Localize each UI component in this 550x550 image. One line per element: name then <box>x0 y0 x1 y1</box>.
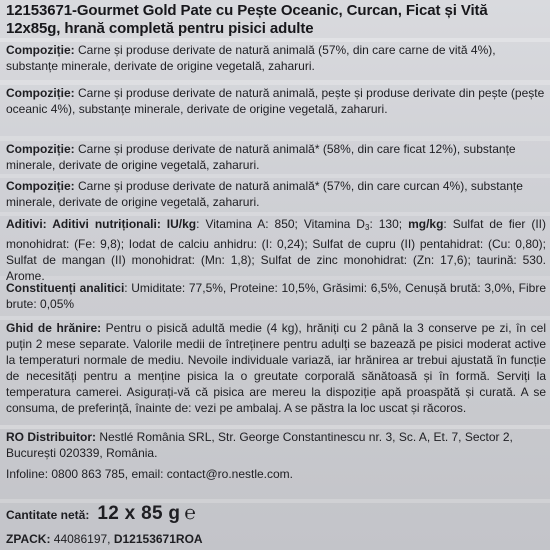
composition-3-label: Compoziție: <box>6 142 75 156</box>
composition-4 <box>6 178 546 210</box>
feeding-guide <box>6 320 546 416</box>
distributor-info <box>6 429 546 461</box>
analytical-constituents <box>6 280 546 312</box>
constituents-text: : Umiditate: 77,5%, Proteine: 10,5%, Grăsimi: 6,5%, Cenușă brută: 3,0%, Fibre brute: 0,05% <box>6 281 546 311</box>
composition-4-text: Carne și produse derivate de natură animală* (57%, din care curcan 4%), substanțe minerale, derivate de origine vegetală, zaharuri. <box>6 179 523 209</box>
composition-1-label: Compoziție: <box>6 43 75 57</box>
mgkg-label: mg/kg <box>408 217 444 231</box>
composition-1-text: Carne și produse derivate de natură animală (57%, din care carne de vită 4%), substanțe minerale, derivate de origine vegetală, zaharuri. <box>6 43 496 73</box>
product-title: 12153671-Gourmet Gold Pate cu Pește Oceanic, Curcan, Ficat și Vită 12x85g, hrană completă pentru pisici adulte <box>6 2 488 37</box>
additives-label: Aditivi: Aditivi nutriționali: IU/kg <box>6 217 197 231</box>
composition-1 <box>6 42 546 74</box>
zpack-text: 44086197, <box>50 532 114 546</box>
infoline: Infoline: 0800 863 785, email: contact@ro.nestle.com. <box>6 467 294 481</box>
zpack-product-code: D12153671ROA <box>113 532 203 546</box>
estimated-sign-icon: ℮ <box>184 503 196 524</box>
additives-text-a: : Vitamina A: 850; Vitamina D <box>196 217 365 231</box>
feeding-guide-text: Pentru o pisică adultă medie (4 kg), hrăniți cu 2 până la 3 conserve pe zi, în cel puțin 2 mese separate. Valorile medii de întreținere pentru adulți se bazează pe pisici moderat active la temperaturi normale de mediu. Nevoile individuale variază, iar hrănirea ar trebui ajustată în funcție de necesități pentru a menține pisica la o greutate corporală sănătoasă și în formă. Serviți la temperatura camerei. Asigurați-vă că pisica are mereu la dispoziție apă proaspătă și curată. A se consuma, de preferință, înainte de: vezi pe ambalaj. A se păstra la loc uscat și răcoros. <box>6 321 546 415</box>
net-quantity <box>6 503 406 527</box>
composition-4-label: Compoziție: <box>6 179 75 193</box>
zpack-code <box>6 531 406 547</box>
net-quantity-label: Cantitate netă: <box>6 508 90 522</box>
zpack-label: ZPACK: <box>6 532 51 546</box>
vitamin-d-subscript: 3 <box>364 223 370 232</box>
composition-2 <box>6 85 546 117</box>
additives-section <box>6 216 546 284</box>
feeding-guide-label: Ghid de hrănire: <box>6 321 102 335</box>
additives-text-b: : 130; <box>369 217 409 231</box>
distributor-label: RO Distribuitor: <box>6 430 96 444</box>
additives-text-c: : Sulfat de fier (II) monohidrat: (Fe: 9,8); Iodat de calciu anhidru: (I: 0,24); Sulfat de cupru (II) pentahidrat: (Cu: 0,80); Sulfat de mangan (II) monohidrat: (Mn: 1,8); Sulfat de zinc monohidrat: (Zn: 17,6); taurină: 530. Arome. <box>6 217 547 283</box>
composition-3 <box>6 141 546 173</box>
net-quantity-value: 12 x 85 g <box>97 503 181 524</box>
distributor-text: Nestlé România SRL, Str. George Constantinescu nr. 3, Sc. A, Et. 7, Sector 2, București 020339, România. <box>6 430 513 460</box>
composition-2-text: Carne și produse derivate de natură animală, pește și produse derivate din pește (pește oceanic 4%), substanțe minerale, derivate de origine vegetală, zaharuri. <box>6 86 545 116</box>
composition-2-label: Compoziție: <box>6 86 75 100</box>
composition-3-text: Carne și produse derivate de natură animală* (58%, din care ficat 12%), substanțe minerale, derivate de origine vegetală, zaharuri. <box>6 142 516 172</box>
constituents-label: Constituenți analitici <box>6 281 125 295</box>
